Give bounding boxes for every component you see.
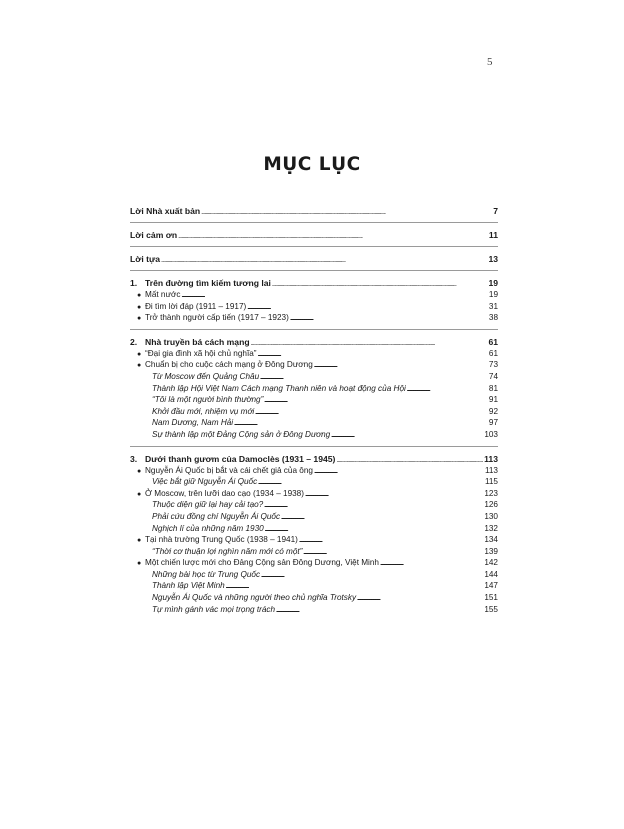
page-ref: 132	[484, 523, 498, 533]
page-ref: 123	[484, 488, 498, 498]
page-ref: 7	[493, 206, 498, 216]
entry-title: Trở thành người cấp tiến (1917 – 1923)	[145, 313, 289, 323]
entry-title: Chuẩn bị cho cuộc cách mạng ở Đông Dương	[145, 360, 313, 370]
toc-sub-entry	[130, 511, 498, 523]
entry-title: Ở Moscow, trên lưỡi dao cạo (1934 – 1938)	[145, 488, 304, 498]
dot-leader	[305, 488, 483, 500]
dot-leader	[260, 371, 488, 383]
entry-title: Dưới thanh gươm của Damoclès (1931 – 1945)	[145, 453, 336, 464]
bullet-icon: ●	[137, 292, 142, 299]
dot-leader	[178, 229, 488, 241]
page-ref: 115	[484, 477, 498, 487]
bullet-icon: ●	[137, 362, 142, 370]
entry-title: Thuộc diện giữ lại hay cải tạo?	[152, 500, 264, 510]
table-of-contents	[130, 205, 498, 626]
dot-leader	[261, 569, 483, 581]
entry-title: Những bài học từ Trung Quốc	[152, 569, 261, 579]
page-ref: 113	[484, 465, 498, 475]
page-ref: 73	[488, 360, 498, 370]
bullet-icon: ●	[137, 315, 142, 323]
dot-leader	[314, 465, 484, 477]
toc-bullet-entry	[130, 312, 498, 324]
page-ref: 13	[488, 254, 498, 264]
page-ref: 103	[484, 429, 498, 439]
toc-entry	[130, 205, 498, 217]
page-ref: 113	[484, 453, 498, 464]
page-ref: 19	[488, 278, 498, 288]
entry-title: Nam Dương, Nam Hải	[152, 418, 234, 428]
page-ref: 61	[488, 336, 498, 347]
entry-title: Mất nước	[145, 290, 181, 299]
chapter-number: 1.	[130, 278, 138, 288]
entry-title: Sự thành lập một Đảng Cộng sản ở Đông Dương	[152, 429, 331, 439]
entry-title: Thành lập Hội Việt Nam Cách mạng Thanh niên và hoạt động của Hội	[152, 383, 406, 393]
entry-title: Tự mình gánh vác mọi trọng trách	[152, 604, 276, 614]
toc-bullet-entry	[130, 488, 498, 500]
dot-leader	[264, 394, 488, 406]
page-ref: 130	[484, 511, 498, 521]
entry-title: “Thời cơ thuận lợi nghìn năm mới có một”	[152, 546, 303, 556]
chapter-heading	[130, 277, 498, 289]
page-ref: 126	[484, 500, 498, 510]
toc-sub-entry	[130, 580, 498, 592]
page-ref: 155	[484, 604, 498, 614]
toc-bullet-entry	[130, 289, 498, 301]
page-ref: 31	[488, 301, 498, 311]
toc-bullet-entry	[130, 359, 498, 371]
entry-title: Đi tìm lời đáp (1911 – 1917)	[145, 301, 247, 311]
entry-title: Lời cảm ơn	[130, 230, 178, 240]
toc-sub-entry	[130, 569, 498, 581]
dot-leader	[264, 499, 483, 511]
bullet-icon: ●	[137, 350, 142, 358]
toc-sub-entry	[130, 394, 498, 406]
entry-title: Thành lập Việt Minh	[152, 581, 225, 591]
toc-sub-entry	[130, 383, 498, 395]
toc-sub-entry	[130, 476, 498, 488]
page-ref: 139	[484, 546, 498, 556]
dot-leader	[380, 557, 483, 569]
chapter-number: 3.	[130, 453, 138, 464]
toc-entry	[130, 229, 498, 241]
toc-sub-entry	[130, 499, 498, 511]
page-ref: 142	[484, 558, 498, 568]
toc-sub-entry	[130, 406, 498, 418]
entry-title: Nguyễn Ái Quốc và những người theo chủ nghĩa Trotsky	[152, 593, 357, 603]
toc-title: MỤC LỤC	[263, 154, 361, 175]
chapter-heading	[130, 453, 498, 465]
dot-leader	[407, 383, 488, 395]
toc-sub-entry	[130, 429, 498, 441]
dot-leader	[258, 348, 488, 360]
entry-title: “Tôi là một người bình thường”	[152, 395, 264, 405]
dot-leader	[290, 312, 488, 324]
toc-sub-entry	[130, 523, 498, 535]
dot-leader	[201, 205, 492, 217]
entry-title: Việc bắt giữ Nguyễn Ái Quốc	[152, 477, 258, 487]
page-ref: 38	[488, 313, 498, 323]
dot-leader	[303, 546, 483, 558]
toc-bullet-entry	[130, 301, 498, 313]
page-ref: 92	[488, 406, 498, 416]
toc-bullet-entry	[130, 465, 498, 477]
dot-leader	[331, 429, 483, 441]
page-ref: 74	[488, 371, 498, 381]
toc-bullet-entry	[130, 557, 498, 569]
chapter-number: 2.	[130, 336, 138, 347]
entry-title: Lời Nhà xuất bản	[130, 206, 201, 216]
entry-title: Trên đường tìm kiếm tương lai	[145, 278, 271, 288]
entry-title: “Đại gia đình xã hội chủ nghĩa”	[145, 348, 257, 358]
toc-sub-entry	[130, 546, 498, 558]
bullet-icon: ●	[137, 537, 142, 545]
page-ref: 97	[488, 418, 498, 428]
entry-title: Nhà truyền bá cách mạng	[145, 336, 250, 347]
toc-sub-entry	[130, 371, 498, 383]
dot-leader	[276, 604, 483, 616]
dot-leader	[181, 289, 487, 301]
bullet-icon: ●	[137, 303, 142, 311]
toc-sub-entry	[130, 592, 498, 604]
entry-title: Nghịch lí của những năm 1930	[152, 523, 264, 533]
dot-leader	[299, 534, 483, 546]
page-ref: 11	[488, 230, 498, 240]
chapter-2	[130, 336, 498, 447]
dot-leader	[281, 511, 483, 523]
toc-group-lời-nhà-xuất-bản	[130, 205, 498, 223]
page-ref: 144	[484, 569, 498, 579]
bullet-icon: ●	[137, 467, 142, 475]
page-ref: 61	[488, 348, 498, 358]
entry-title: Tại nhà trường Trung Quốc (1938 – 1941)	[145, 535, 298, 545]
toc-entry	[130, 253, 498, 265]
dot-leader	[336, 453, 483, 465]
dot-leader	[247, 301, 488, 313]
chapter-1	[130, 277, 498, 330]
toc-group-lời-tựa	[130, 253, 498, 271]
dot-leader	[226, 580, 484, 592]
toc-sub-entry	[130, 604, 498, 616]
toc-bullet-entry	[130, 534, 498, 546]
dot-leader	[314, 359, 488, 371]
bullet-icon: ●	[137, 560, 142, 568]
dot-leader	[251, 336, 488, 348]
page-number: 5	[487, 56, 493, 68]
page-ref: 134	[484, 535, 498, 545]
dot-leader	[272, 277, 488, 289]
bullet-icon: ●	[137, 490, 142, 498]
entry-title: Lời tựa	[130, 254, 160, 264]
chapter-3	[130, 453, 498, 621]
page-ref: 19	[488, 290, 498, 299]
toc-sub-entry	[130, 417, 498, 429]
chapter-heading	[130, 336, 498, 348]
dot-leader	[265, 523, 484, 535]
page-ref: 147	[484, 581, 498, 591]
entry-title: Từ Moscow đến Quảng Châu	[152, 371, 260, 381]
entry-title: Một chiến lược mới cho Đảng Cộng sản Đông Dương, Việt Minh	[145, 558, 379, 568]
page-ref: 81	[488, 383, 498, 393]
toc-group-lời-cảm-ơn	[130, 229, 498, 247]
page-ref: 151	[484, 593, 498, 603]
dot-leader	[357, 592, 483, 604]
entry-title: Khởi đầu mới, nhiệm vụ mới	[152, 406, 255, 416]
page-ref: 91	[488, 395, 498, 405]
dot-leader	[234, 417, 488, 429]
dot-leader	[258, 476, 484, 488]
toc-bullet-entry	[130, 348, 498, 360]
dot-leader	[255, 406, 488, 418]
entry-title: Phải cứu đồng chí Nguyễn Ái Quốc	[152, 511, 281, 521]
entry-title: Nguyễn Ái Quốc bị bắt và cái chết giả của ông	[145, 465, 313, 475]
dot-leader	[161, 253, 487, 265]
